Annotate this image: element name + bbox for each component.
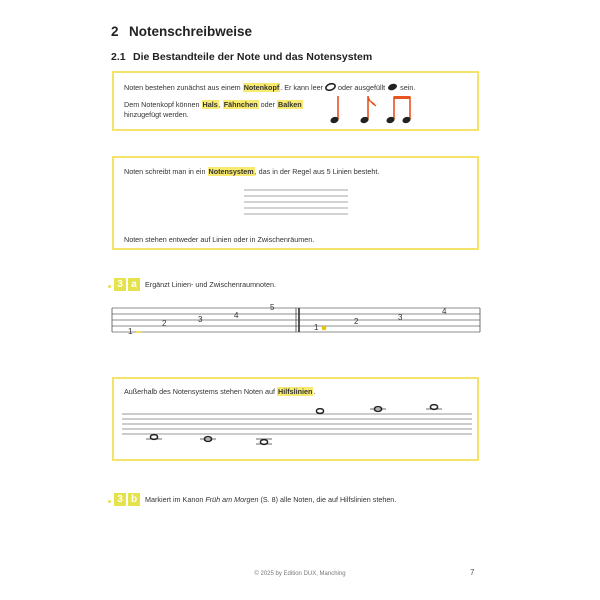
task-3b-letter-badge: b bbox=[128, 493, 140, 506]
note-examples-illustration bbox=[326, 94, 426, 126]
staff1-label-1: 1 bbox=[128, 327, 133, 336]
exercise-staff-3a bbox=[110, 303, 482, 339]
section-number: 2.1 bbox=[111, 51, 126, 63]
task-3a-instruction: Ergänzt Linien- und Zwischenraumnoten. bbox=[145, 280, 277, 289]
staff2-label-4: 4 bbox=[442, 307, 447, 316]
ledger-lines-staff bbox=[122, 401, 474, 451]
term-notenkopf: Notenkopf bbox=[243, 83, 280, 92]
task-3a-number-badge: 3 bbox=[114, 278, 126, 291]
section-heading bbox=[111, 51, 372, 63]
ledger-note-below-3 bbox=[256, 439, 272, 444]
term-balken: Balken bbox=[278, 100, 302, 109]
box1-line3: hinzugefügt werden. bbox=[124, 110, 189, 119]
quarter-note-icon bbox=[330, 96, 340, 124]
task-3a-bullet bbox=[108, 285, 111, 288]
box2-line1: Noten schreibt man in ein Notensystem, das in der Regel aus 5 Linien besteht. bbox=[124, 167, 380, 176]
staff1-label-3: 3 bbox=[198, 315, 203, 324]
eighth-note-icon bbox=[360, 96, 376, 124]
staff1-label-4: 4 bbox=[234, 311, 239, 320]
task-3b-number-badge: 3 bbox=[114, 493, 126, 506]
ledger-note-above-2 bbox=[370, 407, 386, 412]
staff2-label-1: 1 bbox=[314, 323, 319, 332]
chapter-number: 2 bbox=[111, 24, 119, 39]
term-faehnchen: Fähnchen bbox=[223, 100, 258, 109]
ledger-note-below-2 bbox=[200, 437, 216, 442]
notehead-info-box bbox=[112, 71, 479, 131]
ledger-lines-info-box bbox=[112, 377, 479, 461]
beamed-notes-icon bbox=[386, 96, 412, 124]
task-3a-letter-badge: a bbox=[128, 278, 140, 291]
section-title: Die Bestandteile der Note und das Notensystem bbox=[133, 51, 373, 63]
chapter-title: Notenschreibweise bbox=[129, 24, 253, 39]
ledger-note-above-1 bbox=[316, 409, 323, 414]
staff-info-box bbox=[112, 156, 479, 250]
footer-copyright: © 2025 by Edition DUX, Manching bbox=[254, 571, 346, 577]
staff2-label-2: 2 bbox=[354, 317, 359, 326]
term-hilfslinien: Hilfslinien bbox=[278, 387, 313, 396]
term-hals: Hals bbox=[202, 100, 218, 109]
canon-title: Früh am Morgen bbox=[205, 495, 259, 504]
box2-line2: Noten stehen entweder auf Linien oder in Zwischenräumen. bbox=[124, 235, 315, 244]
filled-notehead-icon bbox=[387, 83, 398, 91]
example-staff bbox=[244, 189, 348, 217]
empty-notehead-icon bbox=[325, 83, 336, 91]
task-3b-instruction: Markiert im Kanon Früh am Morgen (S. 8) alle Noten, die auf Hilfslinien stehen. bbox=[145, 495, 397, 504]
ledger-note-below-1 bbox=[146, 435, 162, 440]
task-3b-bullet bbox=[108, 500, 111, 503]
page-number: 7 bbox=[470, 568, 475, 577]
box3-line1: Außerhalb des Notensystems stehen Noten auf Hilfslinien. bbox=[124, 387, 316, 396]
chapter-heading bbox=[111, 24, 252, 39]
term-notensystem: Notensystem bbox=[208, 167, 254, 176]
staff2-label-3: 3 bbox=[398, 313, 403, 322]
box1-line2: Dem Notenkopf können Hals, Fähnchen oder Balken bbox=[124, 100, 302, 109]
box1-line1: Noten bestehen zunächst aus einem Notenkopf. Er kann leer oder ausgefüllt sein. bbox=[124, 83, 416, 92]
staff1-label-5: 5 bbox=[270, 303, 275, 312]
ledger-note-above-3 bbox=[426, 405, 442, 410]
staff1-label-2: 2 bbox=[162, 319, 167, 328]
